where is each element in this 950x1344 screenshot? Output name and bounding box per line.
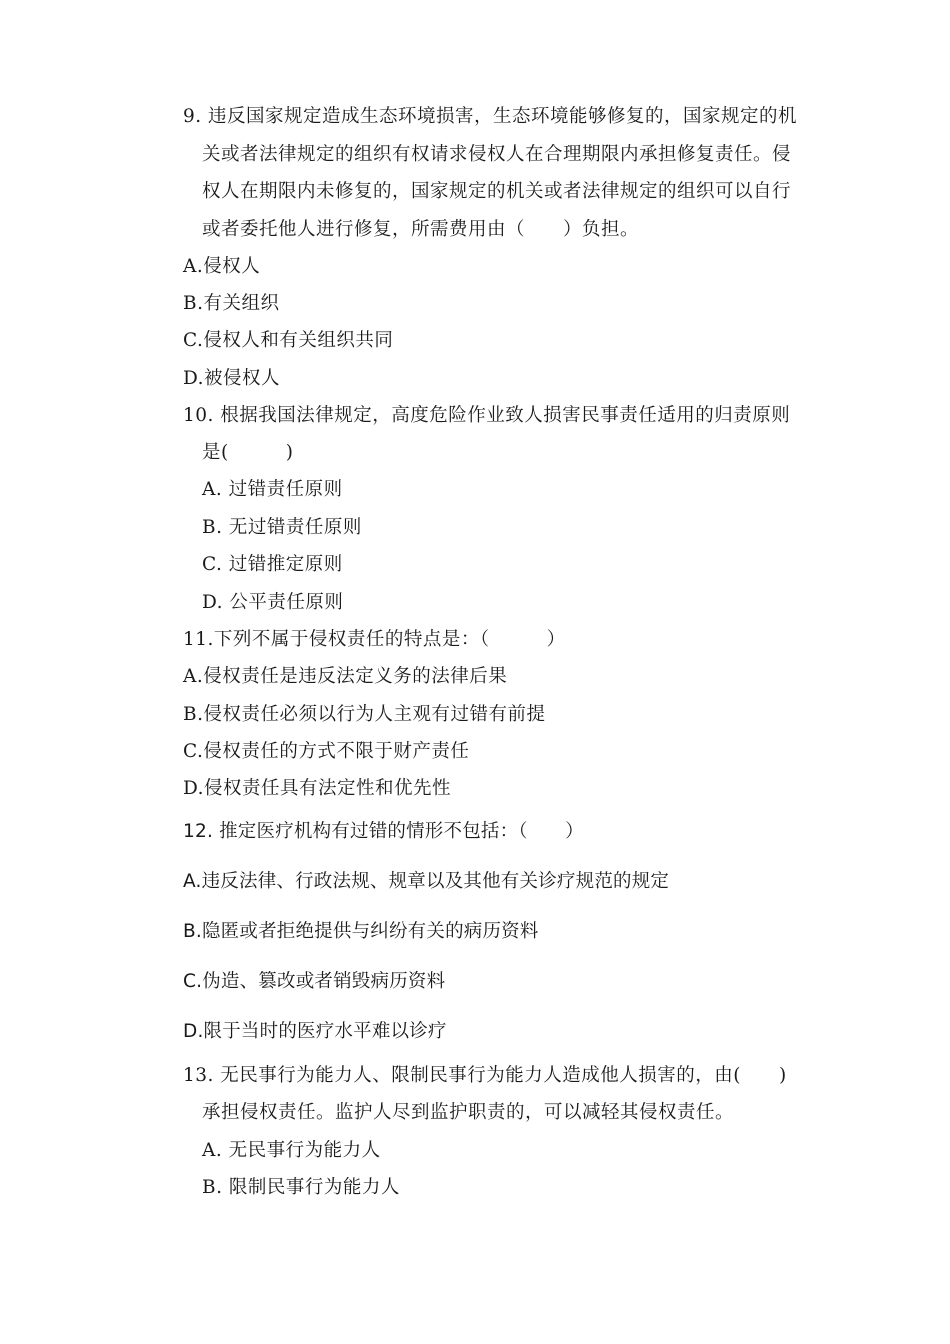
question-13-line-1: 13. 无民事行为能力人、限制民事行为能力人造成他人损害的，由( ) (183, 1065, 787, 1086)
question-10-option-b: B. 无过错责任原则 (202, 517, 362, 538)
question-9-option-c: C.侵权人和有关组织共同 (183, 330, 394, 351)
question-12-option-b: B.隐匿或者拒绝提供与纠纷有关的病历资料 (183, 921, 539, 942)
question-12-option-d: D.限于当时的医疗水平难以诊疗 (183, 1021, 447, 1042)
question-13-option-a: A. 无民事行为能力人 (202, 1140, 381, 1161)
question-12-line-1: 12. 推定医疗机构有过错的情形不包括：（ ） (183, 821, 584, 842)
question-10-option-c: C. 过错推定原则 (202, 554, 343, 575)
question-13-option-b: B. 限制民事行为能力人 (202, 1177, 400, 1198)
question-9-line-4: 或者委托他人进行修复，所需费用由（ ）负担。 (202, 219, 640, 240)
question-13-line-2: 承担侵权责任。监护人尽到监护职责的，可以减轻其侵权责任。 (202, 1102, 735, 1123)
question-11-option-a: A.侵权责任是违反法定义务的法律后果 (183, 666, 508, 687)
question-10-option-d: D. 公平责任原则 (202, 592, 344, 613)
question-11-line-1: 11.下列不属于侵权责任的特点是：（ ） (183, 629, 566, 650)
question-11-option-b: B.侵权责任必须以行为人主观有过错有前提 (183, 704, 546, 725)
question-9-option-a: A.侵权人 (183, 256, 261, 277)
question-9-option-b: B.有关组织 (183, 293, 280, 314)
question-9-line-2: 关或者法律规定的组织有权请求侵权人在合理期限内承担修复责任。侵 (202, 144, 792, 165)
question-9-option-d: D.被侵权人 (183, 368, 281, 389)
question-11-option-d: D.侵权责任具有法定性和优先性 (183, 778, 452, 799)
question-10-line-2: 是( ) (202, 442, 294, 463)
question-10-option-a: A. 过错责任原则 (202, 479, 343, 500)
question-11-option-c: C.侵权责任的方式不限于财产责任 (183, 741, 470, 762)
question-10-line-1: 10. 根据我国法律规定，高度危险作业致人损害民事责任适用的归责原则 (183, 405, 791, 426)
question-12-option-a: A.违反法律、行政法规、规章以及其他有关诊疗规范的规定 (183, 871, 670, 892)
question-9-line-1: 9. 违反国家规定造成生态环境损害，生态环境能够修复的，国家规定的机 (183, 106, 798, 127)
question-9-line-3: 权人在期限内未修复的，国家规定的机关或者法律规定的组织可以自行 (202, 181, 792, 202)
question-12-option-c: C.伪造、篡改或者销毁病历资料 (183, 971, 446, 992)
